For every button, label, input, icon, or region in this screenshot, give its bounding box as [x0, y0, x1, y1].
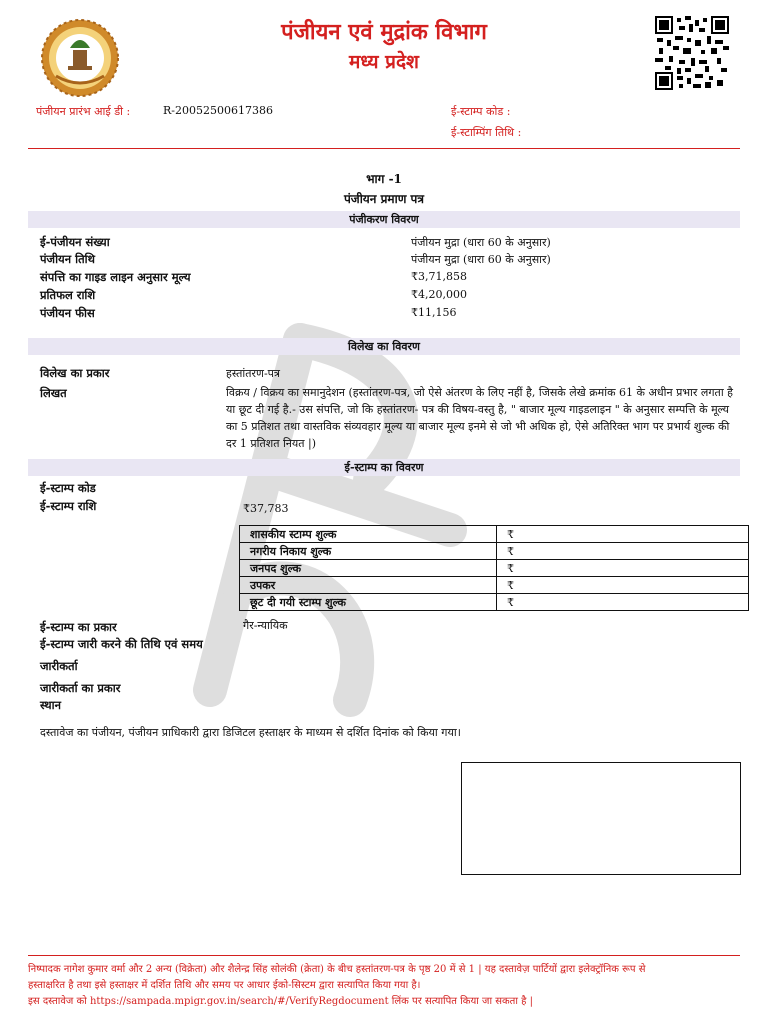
- estamp-issue-label: ई-स्टाम्प जारी करने की तिथि एवं समय: [40, 637, 203, 651]
- issuer-label: जारीकर्ता: [40, 659, 78, 673]
- reg-id-value: R-20052500617386: [163, 104, 273, 117]
- stamp-row-value: ₹: [497, 526, 749, 543]
- stamp-row-label: छूट दी गयी स्टाम्प शुल्क: [240, 594, 497, 611]
- estamp-amount-value: ₹37,783: [243, 502, 289, 515]
- registration-note: दस्तावेज का पंजीयन, पंजीयन प्राधिकारी द्वारा डिजिटल हस्ताक्षर के माध्यम से दर्शित दिनांक को किया गया।: [40, 726, 461, 739]
- reg-row-value: ₹4,20,000: [411, 288, 467, 301]
- stamp-row-label: शासकीय स्टाम्प शुल्क: [240, 526, 497, 543]
- reg-row-label: ई-पंजीयन संख्या: [40, 235, 110, 249]
- deed-written-value: विक्रय / विक्रय का समानुदेशन (हस्तांतरण-पत्र, जो ऐसे अंतरण के लिए नहीं है, जिसके लेखे क्रमांक 61 के अधीन प्रभार लगता है या छूट दी गई है.- उस संपत्ति, जो कि हस्तांतरण- पत्र की विषय-वस्तु है, " बाजार मूल्य गाइडलाइन " के अनुसार सम्पत्ति के मूल्य का 5 प्रतिशत तथा वास्तविक संव्यवहार मूल्य या बाजार मूल्य इनमे से जो भी अधिक हो, ऐसे अतिरिक्त भाग पर प्रभार्य शुल्क की दर 1 प्रतिशत नियत |): [226, 386, 734, 450]
- reg-row-value: ₹3,71,858: [411, 270, 467, 283]
- part-heading: भाग -1: [366, 172, 402, 186]
- footer-line-2: हस्ताक्षरित है तथा इसे हस्ताक्षर में दर्शित तिथि और समय पर आधार ईको-सिस्टम द्वारा सत्यापित किया गया है।: [28, 980, 421, 991]
- table-row: [240, 594, 749, 611]
- reg-row-value: पंजीयन मुद्रा (धारा 60 के अनुसार): [411, 253, 551, 266]
- estamp-type-label: ई-स्टाम्प का प्रकार: [40, 620, 117, 634]
- registration-band: पंजीकरण विवरण: [28, 211, 740, 228]
- table-row: [240, 543, 749, 560]
- stamp-row-label: नगरीय निकाय शुल्क: [240, 543, 497, 560]
- stamp-row-value: ₹: [497, 560, 749, 577]
- reg-row-label: पंजीयन फीस: [40, 306, 95, 320]
- reg-row-label: संपत्ति का गाइड लाइन अनुसार मूल्य: [40, 270, 191, 284]
- digital-signature-box: [461, 762, 741, 875]
- deed-band: विलेख का विवरण: [28, 338, 740, 355]
- reg-row-value: पंजीयन मुद्रा (धारा 60 के अनुसार): [411, 236, 551, 249]
- deed-type-value: हस्तांतरण-पत्र: [226, 367, 280, 380]
- estamp-band: ई-स्टाम्प का विवरण: [28, 459, 740, 476]
- stamp-duty-table: [239, 525, 749, 611]
- estamp-amount-label: ई-स्टाम्प राशि: [40, 499, 97, 513]
- place-label: स्थान: [40, 698, 61, 712]
- table-row: [240, 560, 749, 577]
- reg-row-value: ₹11,156: [411, 306, 457, 319]
- stamp-row-value: ₹: [497, 594, 749, 611]
- reg-row-label: पंजीयन तिथि: [40, 252, 95, 266]
- header-divider: [28, 148, 740, 149]
- estamp-type-value: गैर-न्यायिक: [243, 619, 288, 632]
- footer-line-1: निष्पादक नागेश कुमार वर्मा और 2 अन्य (विक्रेता) और शैलेन्द्र सिंह सोलंकी (क्रेता) के बीच हस्तांतरण-पत्र के पृष्ठ 20 में से 1 | यह दस्तावेज़ पार्टियों द्वारा इलेक्ट्रॉनिक रूप से: [28, 964, 646, 975]
- table-row: [240, 577, 749, 594]
- table-row: [240, 526, 749, 543]
- deed-written-label: लिखत: [40, 386, 67, 400]
- estamp-code-label: ई-स्टाम्प कोड :: [451, 105, 511, 118]
- issuer-type-label: जारीकर्ता का प्रकार: [40, 681, 121, 695]
- stamp-row-value: ₹: [497, 543, 749, 560]
- reg-id-label: पंजीयन प्रारंभ आई डी :: [36, 105, 131, 118]
- footer-divider: [28, 955, 740, 956]
- deed-type-label: विलेख का प्रकार: [40, 366, 110, 380]
- state-title: मध्य प्रदेश: [349, 51, 419, 73]
- stamp-row-value: ₹: [497, 577, 749, 594]
- department-title: पंजीयन एवं मुद्रांक विभाग: [281, 19, 487, 45]
- certificate-heading: पंजीयन प्रमाण पत्र: [343, 192, 425, 206]
- stamp-row-label: जनपद शुल्क: [240, 560, 497, 577]
- reg-row-label: प्रतिफल राशि: [40, 288, 96, 302]
- footer-verify-link[interactable]: इस दस्तावेज को https://sampada.mpigr.gov.in/search/#/VerifyRegdocument लिंक पर सत्यापित किया जा सकता है |: [28, 996, 533, 1007]
- estamp-code-field-label: ई-स्टाम्प कोड: [40, 481, 96, 495]
- estamp-date-label: ई-स्टाम्पिंग तिथि :: [451, 126, 522, 139]
- watermark: [150, 300, 470, 720]
- stamp-row-label: उपकर: [240, 577, 497, 594]
